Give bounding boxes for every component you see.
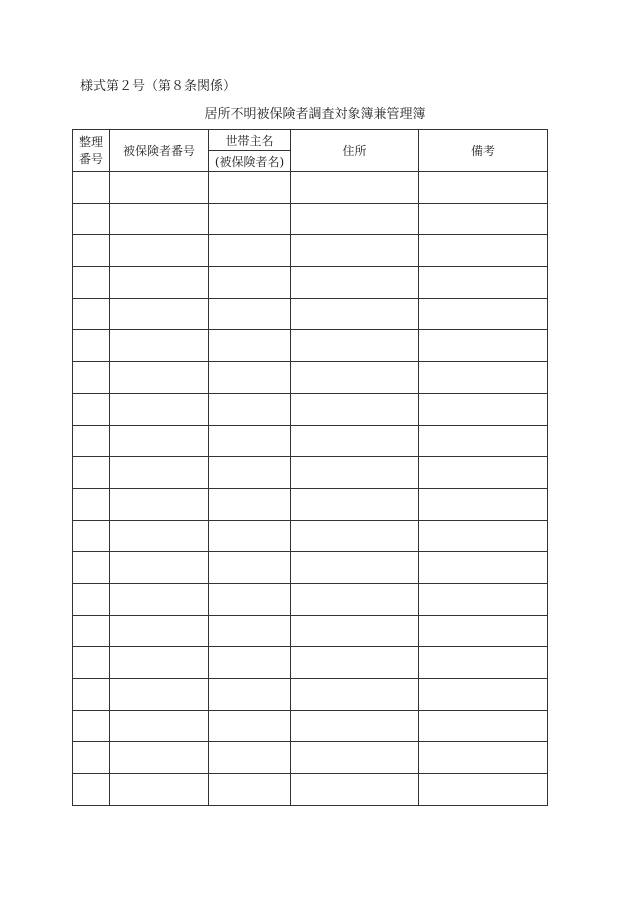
hihokensha-bango-cell <box>110 330 209 362</box>
table-row <box>73 298 548 330</box>
setainushi-mei-cell <box>209 172 291 204</box>
biko-cell <box>419 457 548 489</box>
jusho-cell <box>291 267 419 299</box>
biko-cell <box>419 330 548 362</box>
seiri-bango-cell <box>73 520 110 552</box>
hihokensha-bango-cell <box>110 457 209 489</box>
register-body <box>73 172 548 806</box>
hihokensha-bango-cell <box>110 203 209 235</box>
header-seiri-line1: 整理 <box>78 134 103 149</box>
header-seiri-bango <box>73 130 110 172</box>
table-row <box>73 362 548 394</box>
jusho-cell <box>291 457 419 489</box>
jusho-cell <box>291 520 419 552</box>
setainushi-mei-cell <box>209 742 291 774</box>
setainushi-mei-cell <box>209 267 291 299</box>
jusho-cell <box>291 679 419 711</box>
seiri-bango-cell <box>73 457 110 489</box>
header-seiri-line2: 番号 <box>78 151 103 166</box>
seiri-bango-cell <box>73 742 110 774</box>
jusho-cell <box>291 235 419 267</box>
jusho-cell <box>291 488 419 520</box>
header-hihokensha-mei: (被保険者名) <box>209 151 291 172</box>
jusho-cell <box>291 647 419 679</box>
header-hihokensha-bango: 被保険者番号 <box>110 130 209 172</box>
table-row <box>73 583 548 615</box>
hihokensha-bango-cell <box>110 298 209 330</box>
setainushi-mei-cell <box>209 583 291 615</box>
jusho-cell <box>291 393 419 425</box>
setainushi-mei-cell <box>209 679 291 711</box>
hihokensha-bango-cell <box>110 774 209 806</box>
biko-cell <box>419 552 548 584</box>
table-row <box>73 457 548 489</box>
table-row <box>73 552 548 584</box>
biko-cell <box>419 488 548 520</box>
table-row <box>73 742 548 774</box>
seiri-bango-cell <box>73 774 110 806</box>
hihokensha-bango-cell <box>110 425 209 457</box>
setainushi-mei-cell <box>209 362 291 394</box>
seiri-bango-cell <box>73 710 110 742</box>
setainushi-mei-cell <box>209 615 291 647</box>
jusho-cell <box>291 552 419 584</box>
table-row <box>73 267 548 299</box>
biko-cell <box>419 298 548 330</box>
hihokensha-bango-cell <box>110 679 209 711</box>
setainushi-mei-cell <box>209 552 291 584</box>
table-row <box>73 615 548 647</box>
jusho-cell <box>291 425 419 457</box>
table-row <box>73 203 548 235</box>
biko-cell <box>419 615 548 647</box>
table-row <box>73 425 548 457</box>
hihokensha-bango-cell <box>110 362 209 394</box>
biko-cell <box>419 235 548 267</box>
table-row <box>73 774 548 806</box>
setainushi-mei-cell <box>209 298 291 330</box>
table-row <box>73 647 548 679</box>
setainushi-mei-cell <box>209 203 291 235</box>
setainushi-mei-cell <box>209 425 291 457</box>
hihokensha-bango-cell <box>110 393 209 425</box>
hihokensha-bango-cell <box>110 172 209 204</box>
seiri-bango-cell <box>73 235 110 267</box>
seiri-bango-cell <box>73 552 110 584</box>
biko-cell <box>419 710 548 742</box>
seiri-bango-cell <box>73 267 110 299</box>
jusho-cell <box>291 615 419 647</box>
biko-cell <box>419 583 548 615</box>
seiri-bango-cell <box>73 583 110 615</box>
biko-cell <box>419 362 548 394</box>
biko-cell <box>419 679 548 711</box>
biko-cell <box>419 742 548 774</box>
seiri-bango-cell <box>73 488 110 520</box>
seiri-bango-cell <box>73 203 110 235</box>
setainushi-mei-cell <box>209 393 291 425</box>
seiri-bango-cell <box>73 679 110 711</box>
seiri-bango-cell <box>73 298 110 330</box>
seiri-bango-cell <box>73 647 110 679</box>
biko-cell <box>419 203 548 235</box>
form-number-label: 様式第２号（第８条関係） <box>80 79 237 94</box>
table-row <box>73 488 548 520</box>
hihokensha-bango-cell <box>110 615 209 647</box>
table-row <box>73 679 548 711</box>
register-table <box>72 129 548 806</box>
setainushi-mei-cell <box>209 457 291 489</box>
jusho-cell <box>291 774 419 806</box>
table-row <box>73 235 548 267</box>
seiri-bango-cell <box>73 362 110 394</box>
jusho-cell <box>291 710 419 742</box>
hihokensha-bango-cell <box>110 710 209 742</box>
seiri-bango-cell <box>73 330 110 362</box>
biko-cell <box>419 393 548 425</box>
hihokensha-bango-cell <box>110 552 209 584</box>
table-row <box>73 710 548 742</box>
seiri-bango-cell <box>73 393 110 425</box>
setainushi-mei-cell <box>209 710 291 742</box>
hihokensha-bango-cell <box>110 583 209 615</box>
jusho-cell <box>291 742 419 774</box>
setainushi-mei-cell <box>209 330 291 362</box>
hihokensha-bango-cell <box>110 235 209 267</box>
jusho-cell <box>291 298 419 330</box>
setainushi-mei-cell <box>209 235 291 267</box>
document-title: 居所不明被保険者調査対象簿兼管理簿 <box>204 107 426 122</box>
setainushi-mei-cell <box>209 520 291 552</box>
biko-cell <box>419 647 548 679</box>
biko-cell <box>419 172 548 204</box>
seiri-bango-cell <box>73 615 110 647</box>
hihokensha-bango-cell <box>110 520 209 552</box>
biko-cell <box>419 774 548 806</box>
hihokensha-bango-cell <box>110 267 209 299</box>
setainushi-mei-cell <box>209 647 291 679</box>
hihokensha-bango-cell <box>110 488 209 520</box>
header-setainushi-mei: 世帯主名 <box>209 130 291 151</box>
jusho-cell <box>291 362 419 394</box>
header-jusho: 住所 <box>291 130 419 172</box>
jusho-cell <box>291 330 419 362</box>
table-row <box>73 330 548 362</box>
jusho-cell <box>291 172 419 204</box>
seiri-bango-cell <box>73 172 110 204</box>
header-biko: 備考 <box>419 130 548 172</box>
setainushi-mei-cell <box>209 488 291 520</box>
seiri-bango-cell <box>73 425 110 457</box>
table-row <box>73 393 548 425</box>
hihokensha-bango-cell <box>110 647 209 679</box>
setainushi-mei-cell <box>209 774 291 806</box>
hihokensha-bango-cell <box>110 742 209 774</box>
biko-cell <box>419 267 548 299</box>
jusho-cell <box>291 203 419 235</box>
biko-cell <box>419 520 548 552</box>
jusho-cell <box>291 583 419 615</box>
table-row <box>73 172 548 204</box>
table-row <box>73 520 548 552</box>
biko-cell <box>419 425 548 457</box>
